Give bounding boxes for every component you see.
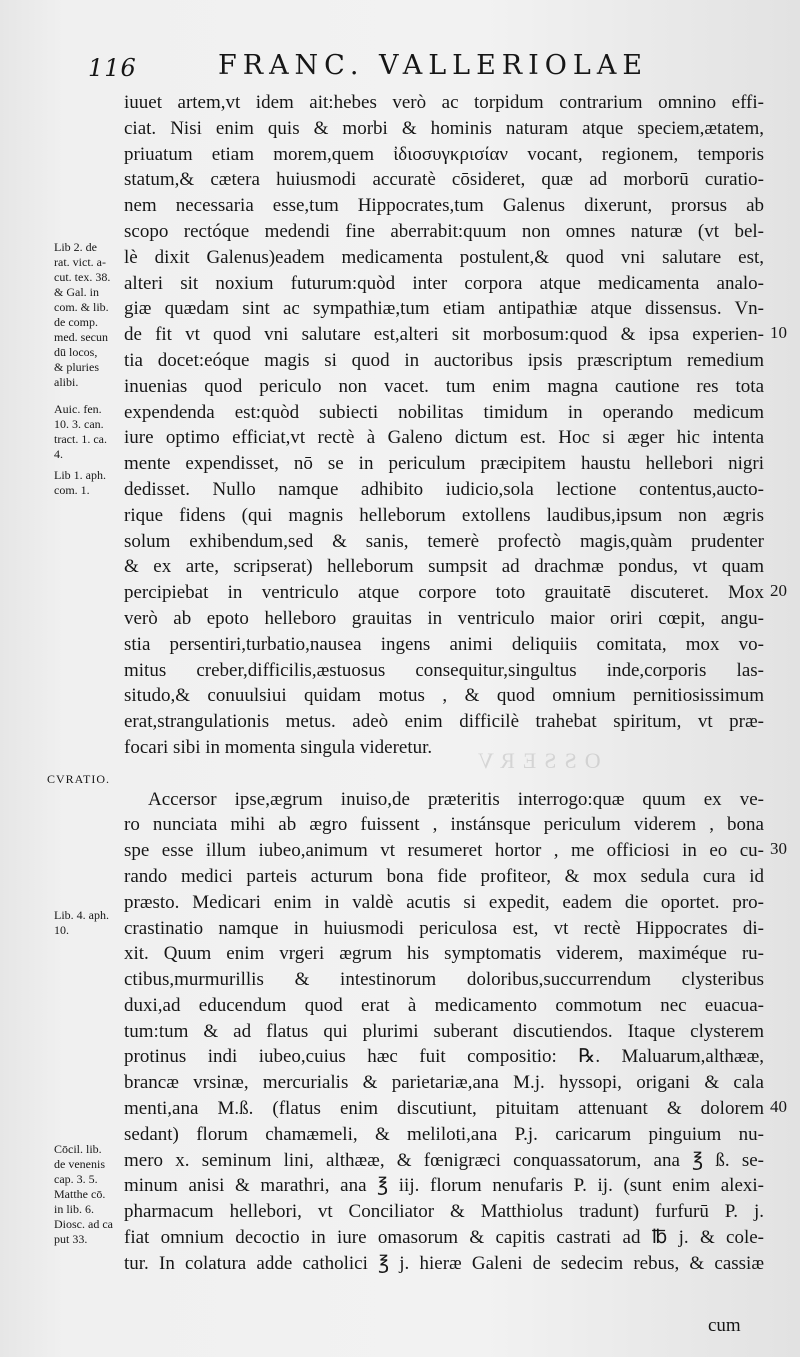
text-line: mente expendisset, nō se in periculum præcipitem haustu hellebori nigri	[124, 453, 764, 475]
text-line: ro nunciata mihi ab ægro fuissent , instánsque periculum viderem , bona	[124, 814, 764, 836]
margin-note-line: med. secun	[54, 330, 108, 344]
text-line: solum exhibendum,sed & sanis, temerè profectò magis,quàm prudenter	[124, 530, 764, 552]
margin-note-line: 10.	[54, 923, 69, 937]
text-line: brancæ vrsinæ, mercurialis & parietariæ,ana M.j. hyssopi, origani & cala	[124, 1072, 764, 1094]
margin-note-line: 10. 3. can.	[54, 417, 104, 431]
text-line: ciat. Nisi enim quis & morbi & hominis naturam atque speciem,ætatem,	[124, 117, 764, 139]
text-line: stia persentiri,turbatio,nausea ingens animi deliquiis comitata, mox vo-	[124, 633, 764, 655]
margin-note-line: Auic. fen.	[54, 402, 102, 416]
margin-note	[54, 1142, 128, 1247]
margin-note-line: put 33.	[54, 1232, 88, 1246]
margin-note-line: 4.	[54, 447, 63, 461]
margin-note-line: Cōcil. lib.	[54, 1142, 102, 1156]
text-line: minum anisi & marathri, ana ℥ iij. florum nenufaris P. ij. (sunt enim alexi-	[124, 1175, 764, 1197]
text-line: de fit vt quod vni salutare est,alteri sit morbosum:quod & ipsa experien-	[124, 324, 764, 346]
margin-note	[54, 402, 128, 462]
margin-note-line: & pluries	[54, 360, 99, 374]
text-line: expendenda est:quòd subiecti nobilitas timidum in operando medicum	[124, 401, 764, 423]
text-line: menti,ana M.ß. (flatus enim discutiunt, pituitam attenuant & dolorem	[124, 1098, 764, 1120]
margin-note-line: Lib 2. de	[54, 240, 97, 254]
margin-note-line: dū locos,	[54, 345, 98, 359]
text-line: inuenias quod periculo non vacet. tum enim magna cautione res tota	[124, 375, 764, 397]
line-number: 10	[770, 323, 787, 342]
text-line: mero x. seminum lini, althææ, & fœnigræci conquassatorum, ana ℥ ß. se-	[124, 1149, 764, 1171]
margin-note	[54, 468, 128, 498]
margin-note-line: Lib 1. aph.	[54, 468, 106, 482]
text-line: lè dixit Galenus)eadem medicamenta postulent,& quod vni salutare est,	[124, 246, 764, 268]
line-number: 40	[770, 1097, 787, 1116]
text-line: dedisset. Nullo namque adhibito iudicio,sola lectione contentus,aucto-	[124, 478, 764, 500]
text-line: verò ab epoto helleboro grauitas in ventriculo maior oriri cœpit, angu-	[124, 607, 764, 629]
main-text-block	[124, 90, 764, 1277]
text-line: tia docet:eóque magis si quod in auctoribus ipsis præscriptum remedium	[124, 349, 764, 371]
text-line: tur. In colatura adde catholici ℥ j. hieræ Galeni de sedecim rebus, & cassiæ	[124, 1252, 764, 1274]
text-line: crastinatio namque in huiusmodi periculosa est, vt rectè Hippocrates di-	[124, 917, 764, 939]
text-line: spe esse illum iubeo,animum vt resumeret hortor , me officiosi in eo cu-	[124, 840, 764, 862]
text-line: tum:tum & ad flatus qui plurimi suberant discutiendos. Itaque clysterem	[124, 1020, 764, 1042]
running-title: FRANC. VALLERIOLAE	[218, 50, 649, 81]
text-line: Accersor ipse,ægrum inuiso,de præteritis interrogo:quæ quum ex ve-	[148, 788, 764, 810]
margin-note-line: cap. 3. 5.	[54, 1172, 98, 1186]
margin-note-line: & Gal. in	[54, 285, 99, 299]
margin-note-line: de venenis	[54, 1157, 105, 1171]
text-line: priuatum etiam morem,quem ἰδιοσυγκρισίαν vocant, regionem, temporis	[124, 143, 764, 165]
margin-note-line: rat. vict. a-	[54, 255, 106, 269]
section-label: CVRATIO.	[47, 772, 111, 786]
text-line: duxi,ad educendum quod erat à medicamento commotum nec euacua-	[124, 994, 764, 1016]
text-line: statum,& cætera huiusmodi accuratè cōsideret, quæ ad morborū curatio-	[124, 169, 764, 191]
page-header	[0, 46, 800, 86]
text-line: iuuet artem,vt idem ait:hebes verò ac torpidum contrarium omnino effi-	[124, 92, 764, 113]
text-line: fiat omnium decoctio in iure omasorum & capitis castrati ad ℔ j. & cole-	[124, 1227, 764, 1249]
text-line: situdo,& conuulsiui quidam motus , & quod omnium pernitiosissimum	[124, 685, 764, 707]
margin-note-line: in lib. 6.	[54, 1202, 95, 1216]
text-line: rique fidens (qui magnis helleborum extollens laudibus,ipsum non ægris	[124, 504, 764, 526]
margin-note-line: Diosc. ad ca	[54, 1217, 113, 1231]
margin-note-line: tract. 1. ca.	[54, 432, 107, 446]
margin-note-line: com. 1.	[54, 483, 90, 497]
text-line: præsto. Medicari enim in valdè acutis si expedit, eadem die oportet. pro-	[124, 891, 764, 913]
text-line: rando medici parteis acturum bona fide profiteor, & mox sedula cura id	[124, 865, 764, 887]
text-line	[124, 761, 764, 787]
margin-note-line: Lib. 4. aph.	[54, 908, 109, 922]
text-line: pharmacum hellebori, vt Conciliator & Matthiolus tradunt) furfurū P. j.	[124, 1201, 764, 1223]
line-number: 20	[770, 581, 787, 600]
text-line: sedant) florum chamæmeli, & meliloti,ana P.j. caricarum pinguium nu-	[124, 1123, 764, 1145]
margin-note-line: alibi.	[54, 375, 79, 389]
text-line: ctibus,murmurillis & intestinorum doloribus,succurrendum clysteribus	[124, 969, 764, 991]
page-number: 116	[88, 54, 137, 82]
show-through-ink: OSSERV	[470, 748, 601, 773]
margin-note-line: Matthe cō.	[54, 1187, 106, 1201]
margin-note-line: cut. tex. 38.	[54, 270, 111, 284]
text-line: focari sibi in momenta singula videretur.	[124, 736, 433, 758]
text-line: scopo rectóque medendi fine aberrabit:quum non omnes naturæ (vt bel-	[124, 220, 764, 242]
text-line: erat,strangulationis metus. adeò enim difficilè trahebat spiritum, vt præ-	[124, 711, 764, 733]
text-line: protinus indi iubeo,cuius hæc fuit compositio: ℞. Maluarum,althææ,	[124, 1046, 764, 1068]
text-line: alteri sit noxium futurum:quòd inter corpora atque medicamenta analo-	[124, 272, 764, 294]
text-line: mitus creber,difficilis,æstuosus consequitur,singultus inde,corporis las-	[124, 659, 764, 681]
text-line: nem necessaria esse,tum Hippocrates,tum Galenus dixerunt, prorsus ab	[124, 195, 764, 217]
text-line: & ex arte, scripserat) helleborum sumpsit ad drachmæ pondus, vt quam	[124, 556, 764, 578]
text-line: percipiebat in ventriculo atque corpore toto grauitatē discuteret. Mox	[124, 582, 764, 604]
margin-note-line: de comp.	[54, 315, 98, 329]
text-line: iure optimo efficiat,vt rectè à Galeno dictum est. Hoc si æger hic intenta	[124, 427, 764, 449]
margin-note	[54, 240, 128, 390]
line-number: 30	[770, 839, 787, 858]
margin-note-line: com. & lib.	[54, 300, 109, 314]
margin-note	[54, 908, 128, 938]
text-line: xit. Quum enim vrgeri ægrum his symptomatis viderem, maximéque ru-	[124, 943, 764, 965]
catchword: cum	[708, 1315, 741, 1336]
text-line: giæ quædam sint ac sympathiæ,tum etiam antipathiæ atque dissensus. Vn-	[124, 298, 764, 320]
